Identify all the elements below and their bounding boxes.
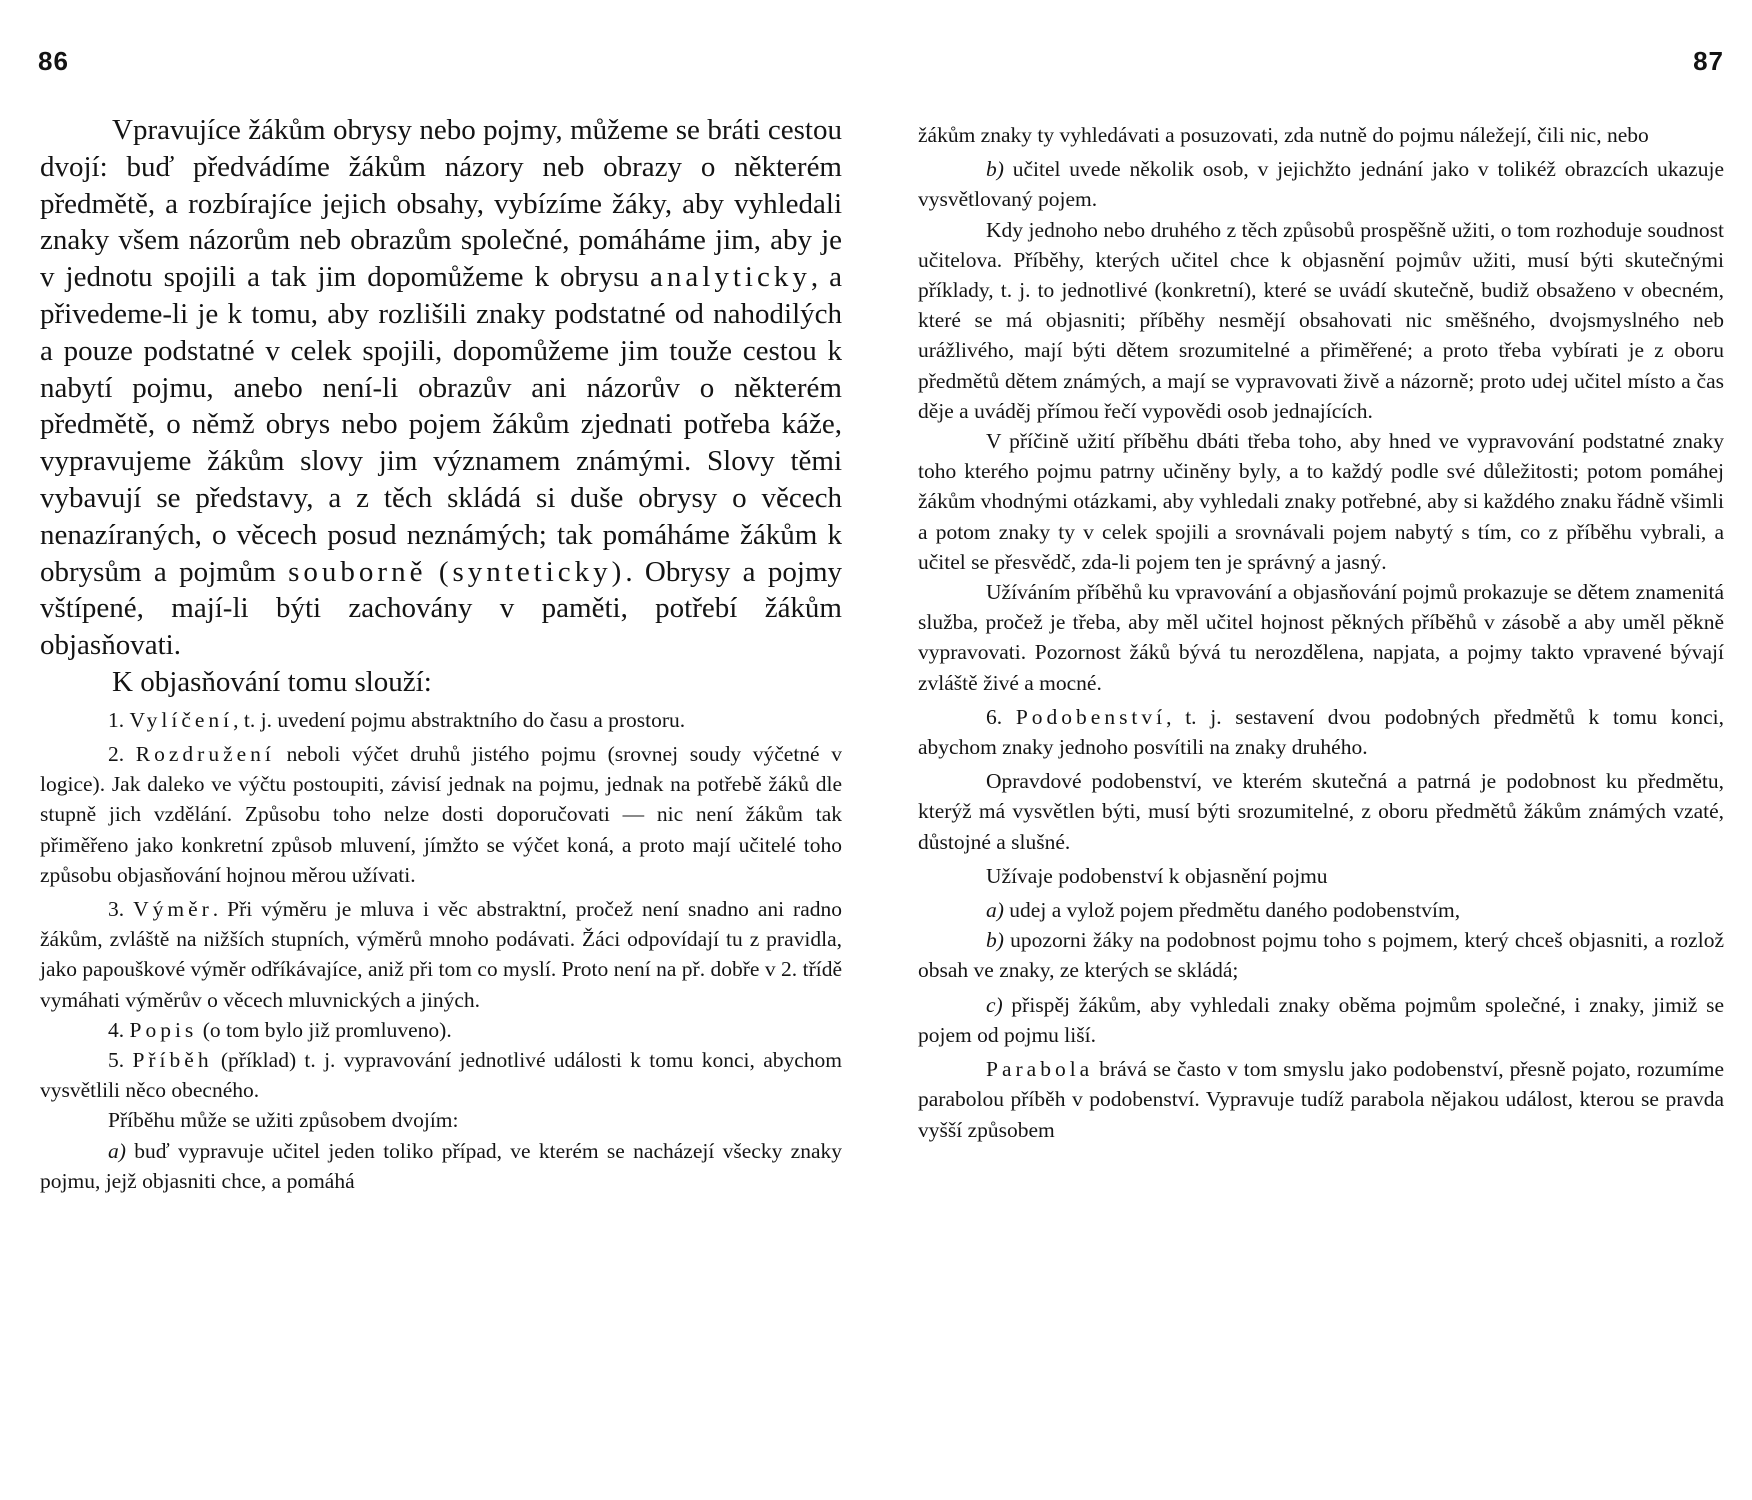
- term-popis: Popis: [129, 1017, 198, 1042]
- paragraph-uzivaje: Užívaje podobenství k objasnění pojmu: [986, 863, 1328, 888]
- item-number: 2.: [108, 741, 125, 766]
- item-text: (příklad) t. j. vypravování jednotlivé události k tomu konci, abychom vysvětlili něco obecného.: [40, 1047, 842, 1103]
- list-item-6: [918, 702, 1724, 762]
- term-pribeh: Příběh: [132, 1047, 213, 1072]
- term-rozdruzeni: Rozdružení: [135, 741, 275, 766]
- intro-text-end: . Obrysy a pojmy vštípené, mají-li býti zachovány v paměti, potřebí žákům objasňovati.: [40, 555, 843, 662]
- list-item-3: [40, 894, 842, 1015]
- sub-item-b: [918, 154, 1724, 214]
- right-text-column: [918, 120, 1724, 1145]
- term-synteticky: (synteticky): [438, 555, 626, 588]
- large-print-section: [40, 112, 842, 701]
- sub-item-label: a): [986, 898, 1004, 923]
- paragraph-uzivanim: Užíváním příběhů ku vpravování a objasňování pojmů prokazuje se dětem znamenitá služba, pročež je třeba, aby měl učitel hojnost pěkných příběhů v zásobě a aby uměl pěkně vypravovati. Pozornost žáků bývá tu nerozdělena, napjata, a pojmy takto vpravené bývají zvláště živé a mocné.: [918, 580, 1724, 695]
- sub-item-label: b): [986, 928, 1004, 953]
- sub-item-a: [40, 1136, 842, 1196]
- list-item-1: [40, 705, 842, 735]
- pribeh-intro: Příběhu může se užiti způsobem dvojím:: [108, 1108, 459, 1133]
- sub-item-label: b): [986, 157, 1004, 182]
- list-item-4: [40, 1015, 842, 1045]
- sub-item-a-right: [918, 895, 1724, 925]
- item-text: . Při výměru je mluva i věc abstraktní, pročež není snadno ani radno žákům, zvláště na nižších stupních, výměrů mnoho podávati. Žáci odpovídají tu z pravidla, jako papouškové výměr odříkávajíce, aniž při tom co myslí. Proto není na př. dobře v 2. třídě vymáhati výměrův o věcech mluvnických a jiných.: [40, 896, 842, 1012]
- paragraph-v-pricine: V příčině užití příběhu dbáti třeba toho, aby hned ve vypravování podstatné znaky toho kterého pojmu patrny učiněny byly, a to každý podle své důležitosti; potom pomáhej žákům vhodnými otázkami, aby vyhledali znaky potřebné, aby si každého znaku řádně všimli a potom znaky ty v celek spojili a srovnávali pojem nabytý s tím, co z příběhu vybrali, a učitel se přesvědč, zda-li pojem ten je správný a jasný.: [918, 429, 1725, 574]
- small-print-section: [40, 705, 842, 1196]
- item-number: 4.: [108, 1017, 125, 1042]
- item-number: 3.: [108, 896, 125, 921]
- item-text: (o tom bylo již promluveno).: [197, 1017, 452, 1042]
- sub-item-text: buď vypravuje učitel jeden toliko případ, ve kterém se nacházejí všecky znaky pojmu, jejž objasniti chce, a pomáhá: [40, 1138, 842, 1193]
- page-number-right: 87: [1693, 46, 1724, 76]
- sub-item-c-right: [918, 990, 1724, 1050]
- term-parabola: Parabola: [986, 1057, 1094, 1082]
- term-vymer: Výměr: [133, 896, 213, 921]
- item-text: , t. j. sestavení dvou podobných předmětů k tomu konci, abychom znaky jednoho posvítili na znaky druhého.: [918, 704, 1725, 760]
- term-vyliceni: Vylíčení: [129, 707, 234, 732]
- term-souborne: souborně: [288, 555, 427, 588]
- list-item-5: [40, 1045, 842, 1105]
- sub-item-b-right: [918, 925, 1724, 985]
- item-number: 5.: [108, 1047, 125, 1072]
- intro-paragraph: [40, 112, 842, 664]
- paragraph-parabola: [918, 1054, 1724, 1145]
- item-text: , t. j. uvedení pojmu abstraktního do času a prostoru.: [233, 707, 686, 732]
- sub-item-text: učitel uvede několik osob, v jejichžto jednání jako v tolikéž obrazcích ukazuje vysvětlovaný pojem.: [918, 157, 1724, 212]
- sub-item-label: a): [108, 1138, 126, 1163]
- page-number-left: 86: [38, 46, 69, 76]
- parabola-text: brává se často v tom smyslu jako podobenství, přesně pojato, rozumíme parabolou příběh v podobenství. Vypravuje tudíž parabola nějakou událost, kterou se pravda vyšší způsobem: [918, 1057, 1724, 1142]
- paragraph-opravdove: Opravdové podobenství, ve kterém skutečná a patrná je podobnost ku předmětu, kterýž má vysvětlen býti, musí býti srozumitelné, z oboru předmětů žákům známých vzaté, důstojné a slušné.: [918, 769, 1724, 854]
- term-podobenstvi: Podobenství: [1015, 704, 1167, 729]
- objasnovani-heading: K objasňování tomu slouží:: [112, 665, 432, 698]
- right-page: [876, 0, 1752, 1500]
- left-text-column: [40, 112, 842, 1196]
- carryover-paragraph: žákům znaky ty vyhledávati a posuzovati, zda nutně do pojmu náležejí, čili nic, nebo: [918, 123, 1649, 147]
- item-number: 6.: [986, 704, 1003, 729]
- item-number: 1.: [108, 707, 125, 732]
- sub-item-text: přispěj žákům, aby vyhledali znaky oběma pojmům společné, i znaky, jimiž se pojem od pojmu liší.: [918, 992, 1724, 1047]
- intro-text: Vpravujíce žákům obrysy nebo pojmy, můžeme se bráti cestou dvojí: buď předvádíme žákům názory neb obrazy o některém předmětě, a rozbírajíce jejich obsahy, vybízíme žáky, aby vyhledali znaky všem názorům neb obrazům společné, pomáháme jim, aby je v jednotu spojili a tak jim dopomůžeme k obrysu: [40, 114, 842, 294]
- sub-item-label: c): [986, 992, 1003, 1017]
- item-text: neboli výčet druhů jistého pojmu (srovnej soudy výčetné v logice). Jak daleko ve výčtu postoupiti, závisí jednak na pojmu, jednak na potřebě žáků dle stupně jich vzdělání. Způsobu toho nelze dosti doporučovati — nic není žákům tak přiměřeno jako konkretní způsob mluvení, jímžto se výčet koná, a proto mají učitelé toho způsobu objasňování hojnou měrou užívati.: [40, 741, 843, 887]
- intro-text-cont: , a přivedeme-li je k tomu, aby rozlišili znaky podstatné od nahodilých a pouze podstatné v celek spojili, dopomůžeme jim touže cestou k nabytí pojmu, anebo není-li obrazův ani názorův o některém předmětě, o němž obrys nebo pojem žákům zjednati potřeba káže, vypravujeme žákům slovy jim významem známými. Slovy těmi vybavují se představy, a z těch skládá si duše obrysy o věcech nenazíraných, o věcech posud neznámých; tak pomáháme žákům k obrysům a pojmům: [40, 261, 842, 588]
- paragraph-kdy: Kdy jednoho nebo druhého z těch způsobů prospěšně užiti, o tom rozhoduje soudnost učitelova. Příběhy, kterých učitel chce k objasnění pojmův užiti, musí býti skutečnými příklady, t. j. to jednotlivé (konkretní), které se uvádí skutečně, budiž obsaženo v obecném, které se má objasniti; příběhy nesmějí obsahovati nic směšného, dvojsmyslného neb urážlivého, mají býti dětem srozumitelné a přiměřené; a proto třeba vybírati je z oboru předmětů dětem známých, a mají se vypravovati živě a názorně; proto udej učitel místo a čas děje a uváděj přímou řečí vypovědi osob jednajících.: [918, 217, 1724, 423]
- list-item-2: [40, 739, 842, 890]
- sub-item-text: udej a vylož pojem předmětu daného podobenstvím,: [1003, 898, 1461, 923]
- term-analyticky: analyticky: [650, 261, 811, 294]
- sub-item-text: upozorni žáky na podobnost pojmu toho s pojmem, který chceš objasniti, a rozlož obsah ve znaky, ze kterých se skládá;: [918, 928, 1724, 983]
